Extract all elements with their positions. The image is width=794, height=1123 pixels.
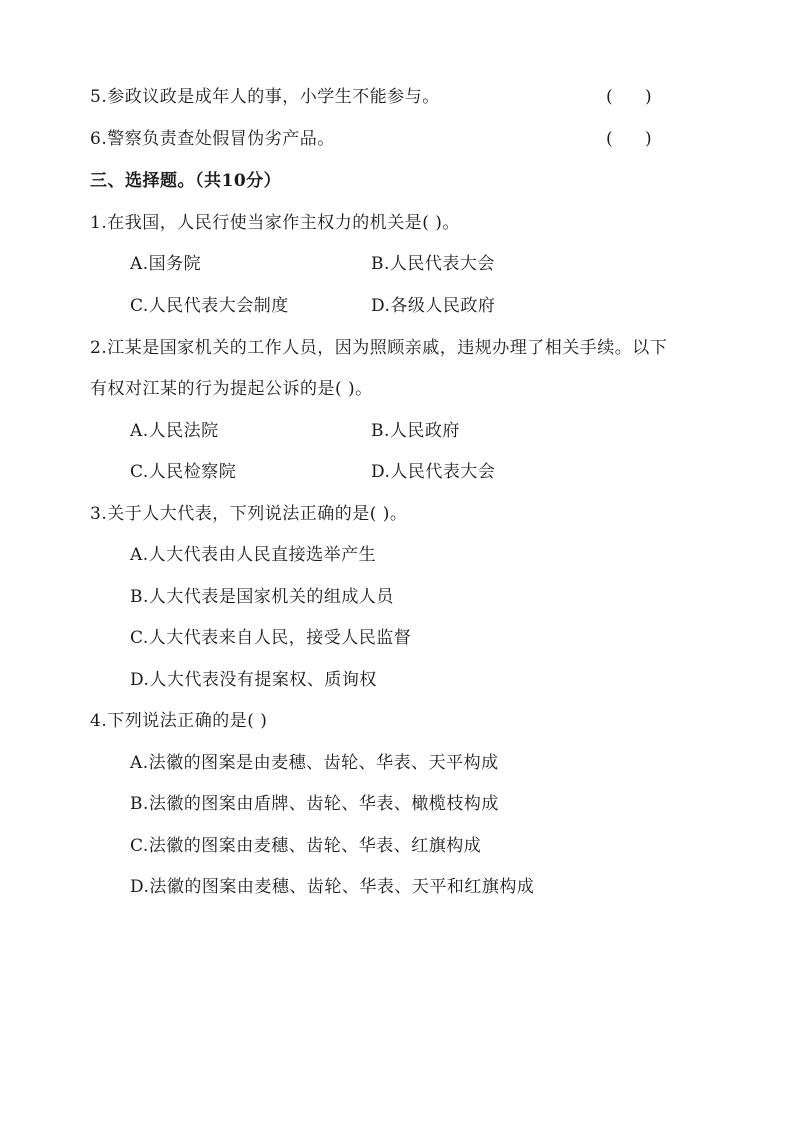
mc-question-2-option-a[interactable]: A.人民法院: [130, 421, 219, 441]
mc-question-1-option-b[interactable]: B.人民代表大会: [371, 254, 495, 274]
mc-question-2-stem-line-2: 有权对江某的行为提起公诉的是( )。: [90, 379, 373, 399]
tf-answer-blank-6[interactable]: ( ): [606, 129, 652, 149]
mc-question-3-option-d[interactable]: D.人大代表没有提案权、质询权: [130, 670, 377, 690]
mc-question-1-stem: 1.在我国，人民行使当家作主权力的机关是( )。: [90, 213, 460, 233]
mc-question-2-option-b[interactable]: B.人民政府: [371, 421, 460, 441]
mc-question-3-option-c[interactable]: C.人大代表来自人民，接受人民监督: [130, 628, 412, 648]
mc-question-4-stem: 4.下列说法正确的是( ): [90, 711, 268, 731]
mc-question-3-option-b[interactable]: B.人大代表是国家机关的组成人员: [130, 587, 394, 607]
mc-question-1-option-a[interactable]: A.国务院: [130, 254, 202, 274]
tf-question-6: 6.警察负责查处假冒伪劣产品。: [90, 129, 335, 149]
mc-question-4-option-b[interactable]: B.法徽的图案由盾牌、齿轮、华表、橄榄枝构成: [130, 794, 499, 814]
mc-question-4-option-c[interactable]: C.法徽的图案由麦穗、齿轮、华表、红旗构成: [130, 836, 482, 856]
mc-question-3-stem: 3.关于人大代表，下列说法正确的是( )。: [90, 504, 408, 524]
mc-question-2-option-d[interactable]: D.人民代表大会: [371, 462, 496, 482]
mc-question-4-option-a[interactable]: A.法徽的图案是由麦穗、齿轮、华表、天平构成: [130, 753, 499, 773]
tf-answer-blank-5[interactable]: ( ): [606, 87, 652, 107]
mc-question-3-option-a[interactable]: A.人大代表由人民直接选举产生: [130, 545, 377, 565]
section-heading: 三、选择题。（共10分）: [90, 171, 282, 191]
mc-question-1-option-d[interactable]: D.各级人民政府: [371, 296, 496, 316]
mc-question-2-stem-line-1: 2.江某是国家机关的工作人员，因为照顾亲戚，违规办理了相关手续。以下: [90, 338, 668, 358]
mc-question-1-option-c[interactable]: C.人民代表大会制度: [130, 296, 289, 316]
mc-question-2-option-c[interactable]: C.人民检察院: [130, 462, 237, 482]
mc-question-4-option-d[interactable]: D.法徽的图案由麦穗、齿轮、华表、天平和红旗构成: [130, 877, 535, 897]
tf-question-5: 5.参政议政是成年人的事，小学生不能参与。: [90, 87, 440, 107]
